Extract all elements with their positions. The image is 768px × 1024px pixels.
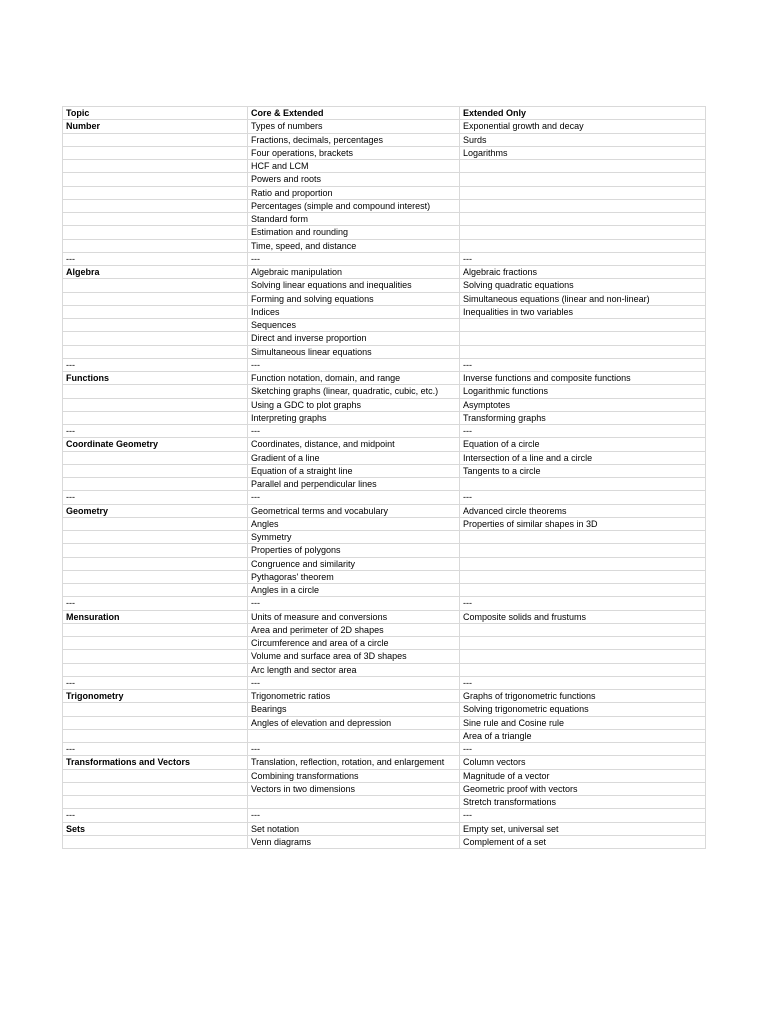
topic-cell	[63, 650, 248, 663]
extended-only-cell	[460, 557, 706, 570]
table-row	[63, 782, 706, 795]
table-row	[63, 332, 706, 345]
core-extended-cell: Simultaneous linear equations	[248, 345, 460, 358]
topic-cell: ---	[63, 358, 248, 371]
table-row	[63, 729, 706, 742]
table-row	[63, 120, 706, 133]
topic-cell	[63, 133, 248, 146]
table-row	[63, 266, 706, 279]
table-row	[63, 557, 706, 570]
table-row	[63, 173, 706, 186]
extended-only-cell: Logarithms	[460, 146, 706, 159]
topic-cell	[63, 305, 248, 318]
topic-cell	[63, 319, 248, 332]
table-row	[63, 663, 706, 676]
extended-only-cell: ---	[460, 252, 706, 265]
extended-only-cell: Algebraic fractions	[460, 266, 706, 279]
extended-only-cell	[460, 332, 706, 345]
extended-only-cell: Solving quadratic equations	[460, 279, 706, 292]
core-extended-cell: Trigonometric ratios	[248, 690, 460, 703]
core-extended-cell: Powers and roots	[248, 173, 460, 186]
table-row	[63, 305, 706, 318]
topic-cell	[63, 478, 248, 491]
table-row	[63, 623, 706, 636]
table-row	[63, 756, 706, 769]
table-row	[63, 292, 706, 305]
topic-cell	[63, 637, 248, 650]
core-extended-cell: Estimation and rounding	[248, 226, 460, 239]
topic-cell	[63, 186, 248, 199]
extended-only-cell: Surds	[460, 133, 706, 146]
extended-only-cell	[460, 345, 706, 358]
topic-cell	[63, 411, 248, 424]
extended-only-cell: Inverse functions and composite functions	[460, 372, 706, 385]
table-header	[63, 107, 706, 120]
extended-only-cell: Simultaneous equations (linear and non-linear)	[460, 292, 706, 305]
extended-only-cell: Inequalities in two variables	[460, 305, 706, 318]
extended-only-cell	[460, 173, 706, 186]
core-extended-cell: Standard form	[248, 213, 460, 226]
core-extended-cell: Time, speed, and distance	[248, 239, 460, 252]
core-extended-cell: Function notation, domain, and range	[248, 372, 460, 385]
core-extended-cell: Set notation	[248, 822, 460, 835]
core-extended-cell: Angles	[248, 517, 460, 530]
extended-only-cell	[460, 623, 706, 636]
core-extended-cell: Direct and inverse proportion	[248, 332, 460, 345]
extended-only-cell: ---	[460, 597, 706, 610]
table-row	[63, 372, 706, 385]
topic-cell: Algebra	[63, 266, 248, 279]
table-row	[63, 213, 706, 226]
topic-cell: Coordinate Geometry	[63, 438, 248, 451]
topic-cell: Mensuration	[63, 610, 248, 623]
extended-only-cell	[460, 199, 706, 212]
extended-only-cell: ---	[460, 358, 706, 371]
topic-cell	[63, 716, 248, 729]
core-extended-cell: Pythagoras' theorem	[248, 570, 460, 583]
header-core-extended: Core & Extended	[248, 107, 460, 120]
topic-cell	[63, 623, 248, 636]
table-row	[63, 584, 706, 597]
extended-only-cell: Solving trigonometric equations	[460, 703, 706, 716]
core-extended-cell: Interpreting graphs	[248, 411, 460, 424]
topic-cell	[63, 279, 248, 292]
table-row	[63, 411, 706, 424]
core-extended-cell: ---	[248, 252, 460, 265]
topic-cell: Functions	[63, 372, 248, 385]
extended-only-cell: ---	[460, 425, 706, 438]
core-extended-cell: Congruence and similarity	[248, 557, 460, 570]
table-row	[63, 146, 706, 159]
core-extended-cell: ---	[248, 676, 460, 689]
core-extended-cell: Ratio and proportion	[248, 186, 460, 199]
topic-cell	[63, 160, 248, 173]
core-extended-cell: Types of numbers	[248, 120, 460, 133]
core-extended-cell: HCF and LCM	[248, 160, 460, 173]
topic-cell	[63, 226, 248, 239]
extended-only-cell: Advanced circle theorems	[460, 504, 706, 517]
core-extended-cell: Vectors in two dimensions	[248, 782, 460, 795]
topic-cell: ---	[63, 425, 248, 438]
topic-cell	[63, 398, 248, 411]
topic-cell	[63, 292, 248, 305]
core-extended-cell: Algebraic manipulation	[248, 266, 460, 279]
core-extended-cell: Volume and surface area of 3D shapes	[248, 650, 460, 663]
topic-cell	[63, 239, 248, 252]
topic-cell	[63, 451, 248, 464]
extended-only-cell: Equation of a circle	[460, 438, 706, 451]
table-row	[63, 226, 706, 239]
extended-only-cell: Magnitude of a vector	[460, 769, 706, 782]
table-row	[63, 345, 706, 358]
extended-only-cell	[460, 531, 706, 544]
topic-cell: ---	[63, 491, 248, 504]
table-row	[63, 610, 706, 623]
table-row	[63, 491, 706, 504]
table-row	[63, 504, 706, 517]
core-extended-cell: Combining transformations	[248, 769, 460, 782]
table-row	[63, 279, 706, 292]
extended-only-cell: Asymptotes	[460, 398, 706, 411]
topic-cell	[63, 782, 248, 795]
core-extended-cell: Parallel and perpendicular lines	[248, 478, 460, 491]
extended-only-cell	[460, 650, 706, 663]
extended-only-cell	[460, 226, 706, 239]
topic-cell	[63, 199, 248, 212]
topic-cell: Sets	[63, 822, 248, 835]
topic-cell	[63, 544, 248, 557]
core-extended-cell: Area and perimeter of 2D shapes	[248, 623, 460, 636]
topic-cell: Number	[63, 120, 248, 133]
topic-cell	[63, 570, 248, 583]
core-extended-cell: Properties of polygons	[248, 544, 460, 557]
core-extended-cell: Four operations, brackets	[248, 146, 460, 159]
extended-only-cell: Logarithmic functions	[460, 385, 706, 398]
topic-cell	[63, 385, 248, 398]
core-extended-cell: Using a GDC to plot graphs	[248, 398, 460, 411]
core-extended-cell: ---	[248, 425, 460, 438]
extended-only-cell: Column vectors	[460, 756, 706, 769]
table-row	[63, 570, 706, 583]
topic-cell	[63, 332, 248, 345]
topic-cell: ---	[63, 252, 248, 265]
topic-cell: Trigonometry	[63, 690, 248, 703]
topic-cell	[63, 796, 248, 809]
topic-cell: ---	[63, 743, 248, 756]
table-row	[63, 199, 706, 212]
core-extended-cell: Coordinates, distance, and midpoint	[248, 438, 460, 451]
core-extended-cell: Symmetry	[248, 531, 460, 544]
core-extended-cell: ---	[248, 597, 460, 610]
extended-only-cell: ---	[460, 743, 706, 756]
topic-cell	[63, 517, 248, 530]
extended-only-cell	[460, 239, 706, 252]
core-extended-cell: Fractions, decimals, percentages	[248, 133, 460, 146]
extended-only-cell	[460, 213, 706, 226]
table-row	[63, 531, 706, 544]
extended-only-cell: Tangents to a circle	[460, 464, 706, 477]
table-body	[63, 120, 706, 849]
topic-cell	[63, 663, 248, 676]
core-extended-cell: Sketching graphs (linear, quadratic, cubic, etc.)	[248, 385, 460, 398]
core-extended-cell	[248, 796, 460, 809]
table-row	[63, 637, 706, 650]
table-row	[63, 319, 706, 332]
extended-only-cell: ---	[460, 676, 706, 689]
core-extended-cell: Sequences	[248, 319, 460, 332]
table-row	[63, 544, 706, 557]
table-row	[63, 464, 706, 477]
extended-only-cell: ---	[460, 809, 706, 822]
topic-cell: Geometry	[63, 504, 248, 517]
table-row	[63, 438, 706, 451]
table-row	[63, 703, 706, 716]
table-row	[63, 716, 706, 729]
table-row	[63, 597, 706, 610]
table-row	[63, 133, 706, 146]
table-row	[63, 451, 706, 464]
core-extended-cell: Gradient of a line	[248, 451, 460, 464]
core-extended-cell: Arc length and sector area	[248, 663, 460, 676]
topic-cell	[63, 213, 248, 226]
syllabus-table	[62, 106, 706, 849]
topic-cell	[63, 146, 248, 159]
topic-cell	[63, 173, 248, 186]
core-extended-cell: Equation of a straight line	[248, 464, 460, 477]
core-extended-cell: Indices	[248, 305, 460, 318]
topic-cell	[63, 769, 248, 782]
table-row	[63, 398, 706, 411]
core-extended-cell: Venn diagrams	[248, 835, 460, 848]
extended-only-cell: Graphs of trigonometric functions	[460, 690, 706, 703]
core-extended-cell: Translation, reflection, rotation, and enlargement	[248, 756, 460, 769]
core-extended-cell: Circumference and area of a circle	[248, 637, 460, 650]
table-row	[63, 385, 706, 398]
core-extended-cell: Forming and solving equations	[248, 292, 460, 305]
topic-cell: ---	[63, 676, 248, 689]
table-row	[63, 425, 706, 438]
table-row	[63, 796, 706, 809]
extended-only-cell	[460, 663, 706, 676]
topic-cell	[63, 835, 248, 848]
topic-cell	[63, 729, 248, 742]
topic-cell	[63, 531, 248, 544]
extended-only-cell: Properties of similar shapes in 3D	[460, 517, 706, 530]
core-extended-cell: ---	[248, 358, 460, 371]
core-extended-cell: Bearings	[248, 703, 460, 716]
core-extended-cell: Units of measure and conversions	[248, 610, 460, 623]
topic-cell	[63, 703, 248, 716]
table-row	[63, 650, 706, 663]
extended-only-cell: Area of a triangle	[460, 729, 706, 742]
core-extended-cell: Angles in a circle	[248, 584, 460, 597]
topic-cell	[63, 584, 248, 597]
core-extended-cell: ---	[248, 743, 460, 756]
table-row	[63, 743, 706, 756]
core-extended-cell: Geometrical terms and vocabulary	[248, 504, 460, 517]
extended-only-cell	[460, 584, 706, 597]
header-extended-only: Extended Only	[460, 107, 706, 120]
topic-cell	[63, 464, 248, 477]
table-row	[63, 809, 706, 822]
table-row	[63, 160, 706, 173]
topic-cell	[63, 557, 248, 570]
extended-only-cell	[460, 319, 706, 332]
extended-only-cell: Sine rule and Cosine rule	[460, 716, 706, 729]
table-row	[63, 252, 706, 265]
extended-only-cell	[460, 478, 706, 491]
topic-cell: Transformations and Vectors	[63, 756, 248, 769]
extended-only-cell: Intersection of a line and a circle	[460, 451, 706, 464]
table-row	[63, 358, 706, 371]
extended-only-cell	[460, 637, 706, 650]
header-row	[63, 107, 706, 120]
core-extended-cell: ---	[248, 809, 460, 822]
core-extended-cell: ---	[248, 491, 460, 504]
table-row	[63, 478, 706, 491]
topic-cell	[63, 345, 248, 358]
table-row	[63, 690, 706, 703]
extended-only-cell	[460, 544, 706, 557]
extended-only-cell: Complement of a set	[460, 835, 706, 848]
extended-only-cell: Transforming graphs	[460, 411, 706, 424]
core-extended-cell: Percentages (simple and compound interest)	[248, 199, 460, 212]
extended-only-cell	[460, 186, 706, 199]
core-extended-cell	[248, 729, 460, 742]
extended-only-cell: Exponential growth and decay	[460, 120, 706, 133]
extended-only-cell: Stretch transformations	[460, 796, 706, 809]
core-extended-cell: Solving linear equations and inequalities	[248, 279, 460, 292]
extended-only-cell: Empty set, universal set	[460, 822, 706, 835]
topic-cell: ---	[63, 809, 248, 822]
extended-only-cell: Geometric proof with vectors	[460, 782, 706, 795]
table-row	[63, 822, 706, 835]
table-row	[63, 769, 706, 782]
table-row	[63, 676, 706, 689]
extended-only-cell: Composite solids and frustums	[460, 610, 706, 623]
table-row	[63, 835, 706, 848]
header-topic: Topic	[63, 107, 248, 120]
table-row	[63, 186, 706, 199]
extended-only-cell	[460, 570, 706, 583]
topic-cell: ---	[63, 597, 248, 610]
table-row	[63, 517, 706, 530]
core-extended-cell: Angles of elevation and depression	[248, 716, 460, 729]
extended-only-cell: ---	[460, 491, 706, 504]
extended-only-cell	[460, 160, 706, 173]
table-row	[63, 239, 706, 252]
